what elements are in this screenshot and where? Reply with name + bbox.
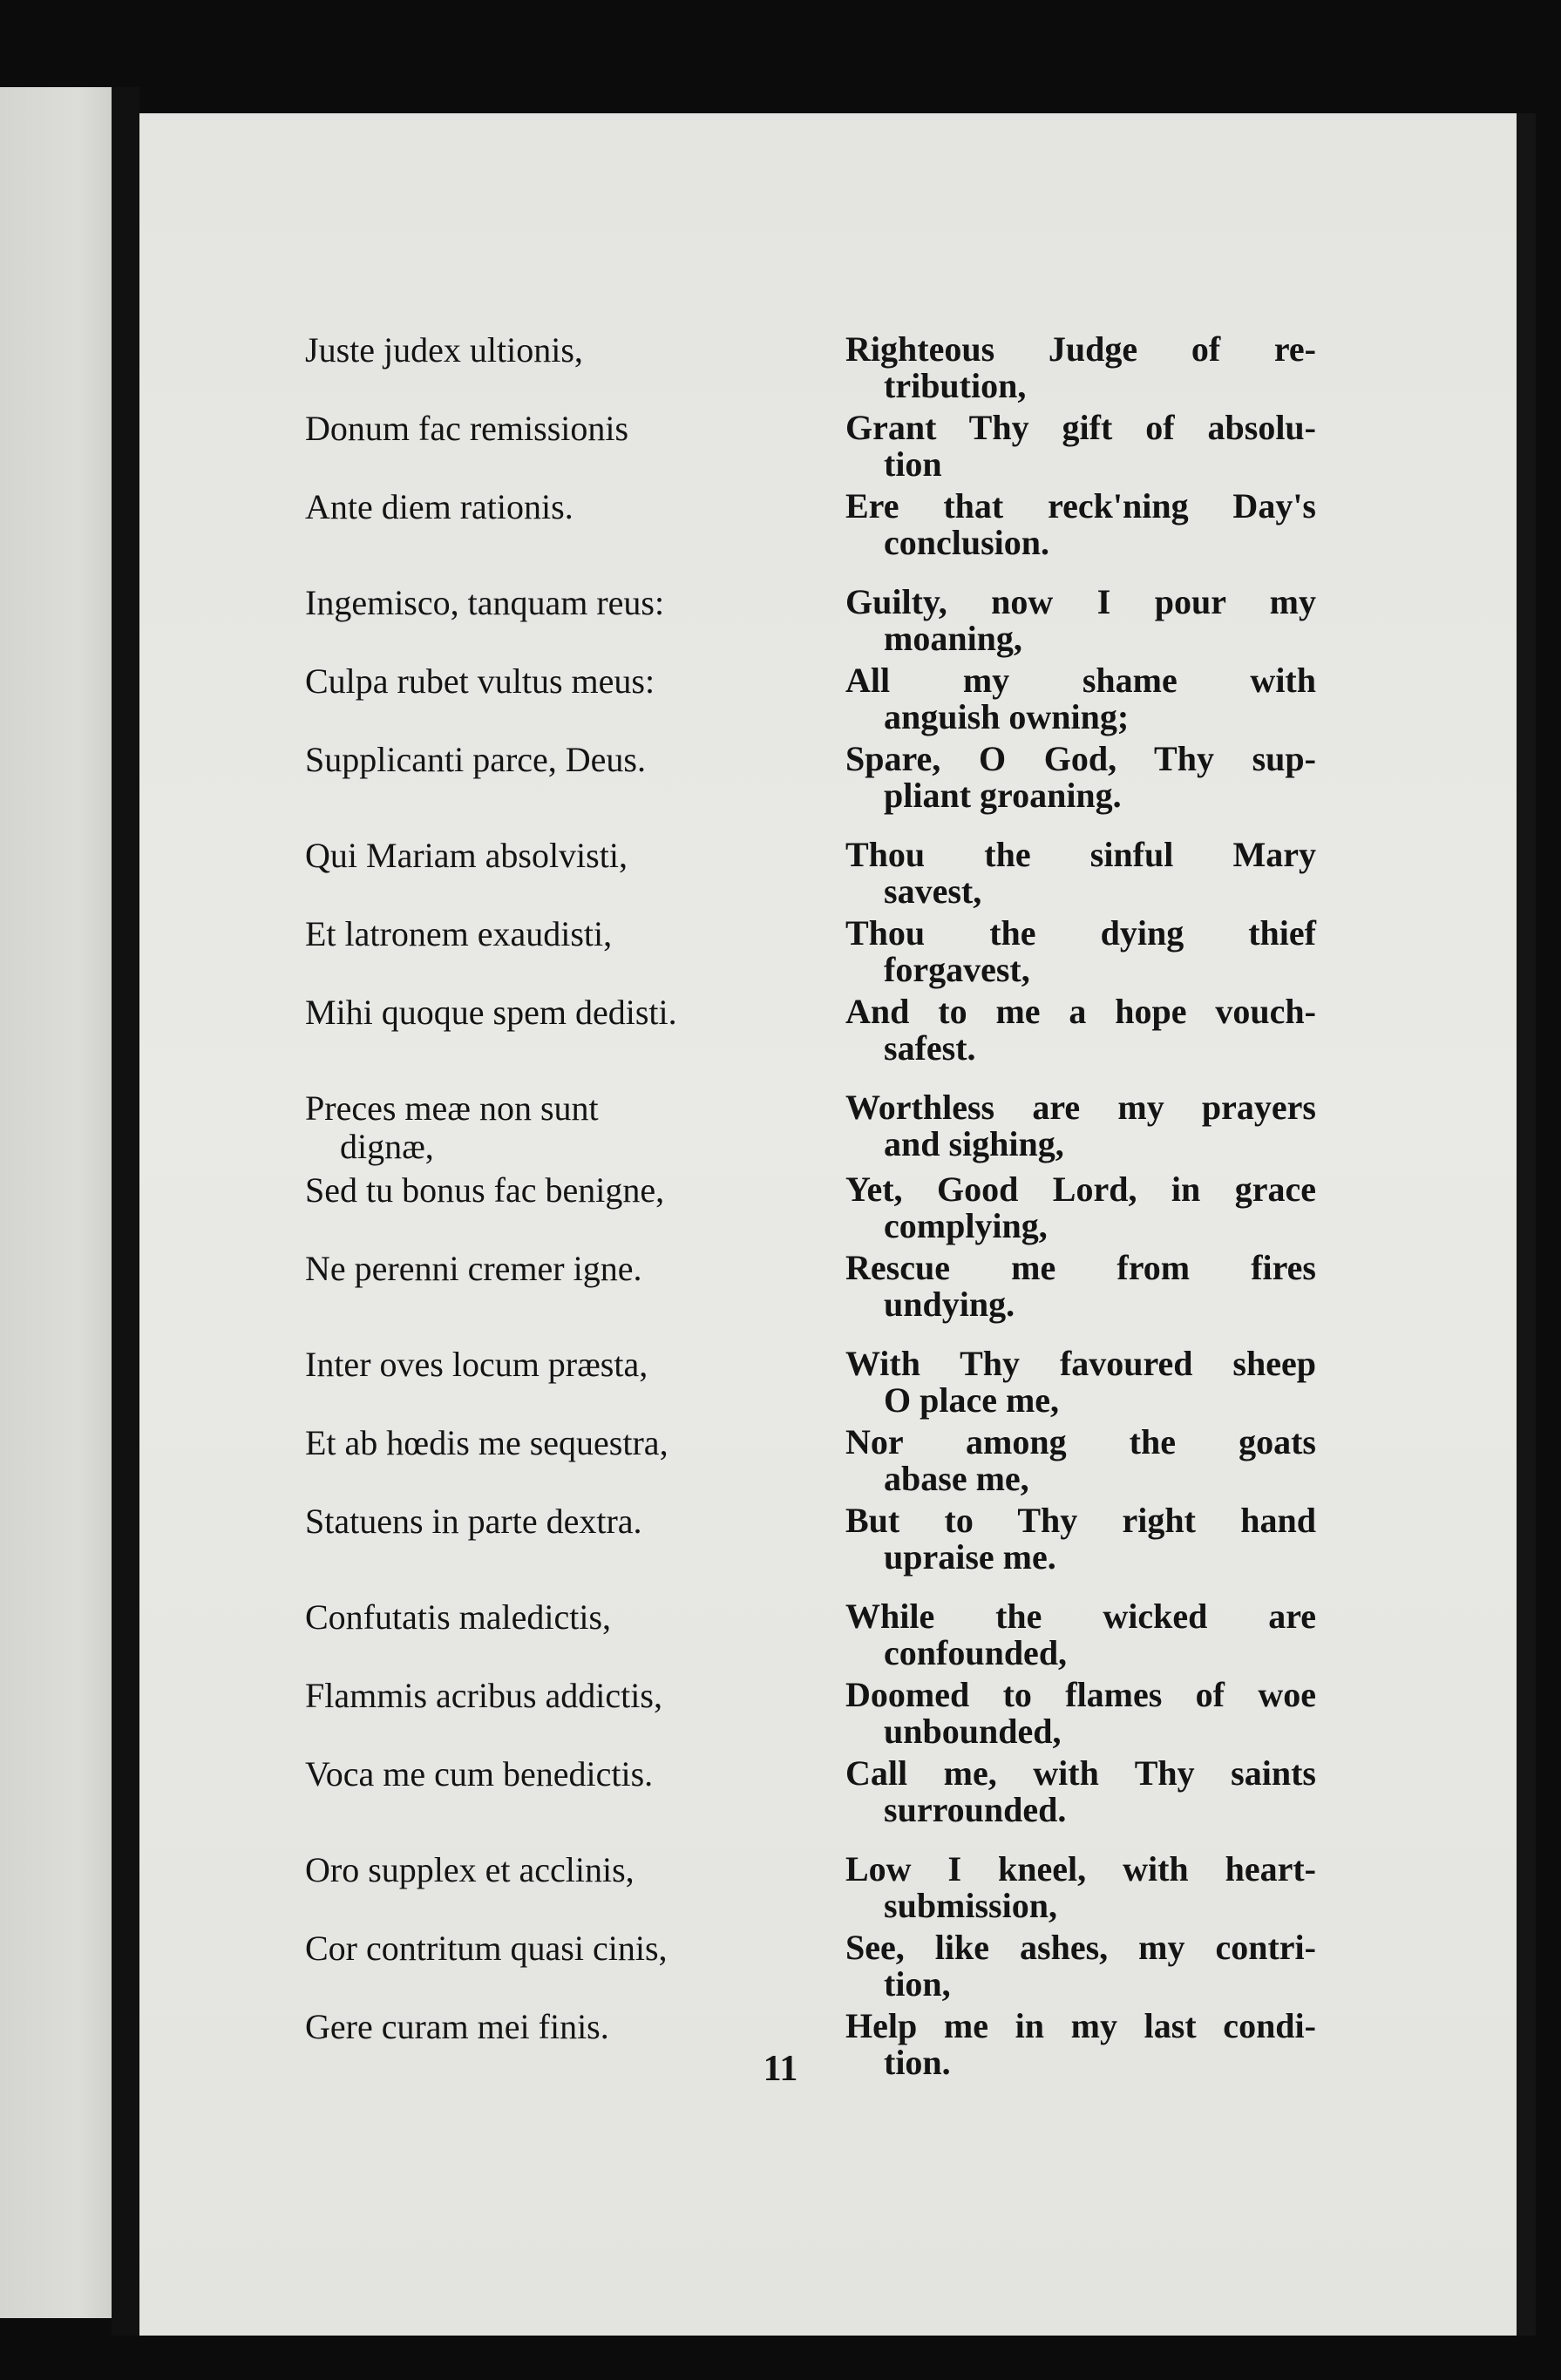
verse-line	[305, 584, 1316, 657]
verse-line	[305, 1250, 1316, 1323]
english-line-text: Grant Thy gift of absolu-	[845, 408, 1316, 447]
verse-line	[305, 1424, 1316, 1497]
stanza	[305, 331, 1316, 561]
latin-line: Statuens in parte dextra.	[305, 1502, 642, 1541]
english-line	[845, 584, 1316, 657]
english-line-continuation: submission,	[884, 1886, 1057, 1925]
verse-line	[305, 662, 1316, 736]
hymn-text	[305, 331, 1316, 2104]
english-line-continuation: safest.	[884, 1028, 976, 1068]
english-line-text: See, like ashes, my contri-	[845, 1928, 1316, 1967]
english-line-text: But to Thy right hand	[845, 1501, 1316, 1540]
verse-line	[305, 1502, 1316, 1576]
latin-line	[305, 1089, 780, 1166]
english-line-continuation: complying,	[884, 1206, 1048, 1245]
page-right-edge	[1517, 113, 1536, 2336]
latin-line: Gere curam mei finis.	[305, 2007, 609, 2046]
verse-line	[305, 741, 1316, 814]
english-line	[845, 1598, 1316, 1671]
english-line-text: Call me, with Thy saints	[845, 1753, 1316, 1793]
english-line	[845, 1250, 1316, 1323]
latin-line: Et ab hœdis me sequestra,	[305, 1423, 669, 1462]
english-line-continuation: confounded,	[884, 1633, 1068, 1672]
latin-line-text: Preces meæ non sunt	[305, 1088, 599, 1128]
stanza	[305, 1346, 1316, 1576]
latin-line: Et latronem exaudisti,	[305, 914, 613, 953]
english-line-continuation: savest,	[884, 871, 982, 911]
latin-line: Donum fac remissionis	[305, 409, 629, 448]
english-line-continuation: abase me,	[884, 1459, 1029, 1498]
english-line	[845, 1424, 1316, 1497]
latin-line: Culpa rubet vultus meus:	[305, 661, 655, 701]
english-line-text: Thou the dying thief	[845, 913, 1316, 953]
latin-line: Cor contritum quasi cinis,	[305, 1929, 668, 1968]
verse-line	[305, 1851, 1316, 1924]
verse-line	[305, 1677, 1316, 1750]
english-line-text: With Thy favoured sheep	[845, 1344, 1316, 1383]
english-line-continuation: tion	[884, 444, 942, 484]
verse-line	[305, 1598, 1316, 1671]
english-line-continuation: tribution,	[884, 366, 1027, 405]
english-line-text: Worthless are my prayers	[845, 1088, 1316, 1127]
english-line-text: Yet, Good Lord, in grace	[845, 1170, 1316, 1209]
latin-line: Qui Mariam absolvisti,	[305, 836, 628, 875]
stanza	[305, 1598, 1316, 1828]
latin-line: Inter oves locum præsta,	[305, 1345, 648, 1384]
english-line	[845, 1171, 1316, 1244]
english-line-text: Help me in my last condi-	[845, 2006, 1316, 2045]
stanza	[305, 1851, 1316, 2081]
english-line	[845, 488, 1316, 561]
latin-line: Ante diem rationis.	[305, 487, 573, 526]
english-line-text: Guilty, now I pour my	[845, 582, 1316, 621]
english-line-continuation: unbounded,	[884, 1712, 1062, 1751]
english-line-text: Ere that reck'ning Day's	[845, 486, 1316, 525]
book-spine	[112, 87, 139, 2336]
verse-line	[305, 993, 1316, 1067]
verse-line	[305, 1929, 1316, 2003]
english-line-continuation: conclusion.	[884, 523, 1050, 562]
verse-line	[305, 488, 1316, 561]
english-line-continuation: anguish owning;	[884, 697, 1130, 736]
english-line-continuation: moaning,	[884, 619, 1022, 658]
english-line-text: Rescue me from fires	[845, 1248, 1316, 1287]
stanza	[305, 1089, 1316, 1323]
verse-line	[305, 837, 1316, 910]
english-line-continuation: O place me,	[884, 1380, 1060, 1420]
verse-line	[305, 331, 1316, 404]
english-line	[845, 915, 1316, 988]
latin-line: Sed tu bonus fac benigne,	[305, 1170, 665, 1210]
verse-line	[305, 915, 1316, 988]
latin-line: Supplicanti parce, Deus.	[305, 740, 646, 779]
english-line	[845, 410, 1316, 483]
verse-line	[305, 1089, 1316, 1166]
english-line-text: Thou the sinful Mary	[845, 835, 1316, 874]
english-line-continuation: tion.	[884, 2043, 951, 2082]
english-line	[845, 1851, 1316, 1924]
stanza	[305, 837, 1316, 1067]
latin-line: Voca me cum benedictis.	[305, 1754, 654, 1793]
latin-line-continuation: dignæ,	[340, 1127, 434, 1166]
english-line-text: Righteous Judge of re-	[845, 329, 1316, 369]
english-line-text: And to me a hope vouch-	[845, 992, 1316, 1031]
english-line	[845, 993, 1316, 1067]
verse-line	[305, 410, 1316, 483]
english-line-text: While the wicked are	[845, 1597, 1316, 1636]
english-line	[845, 741, 1316, 814]
english-line-continuation: forgavest,	[884, 950, 1030, 989]
verse-line	[305, 1346, 1316, 1419]
verse-line	[305, 1755, 1316, 1828]
latin-line: Ne perenni cremer igne.	[305, 1249, 642, 1288]
english-line-text: All my shame with	[845, 661, 1316, 700]
page-number: 11	[763, 2049, 798, 2089]
latin-line: Oro supplex et acclinis,	[305, 1850, 635, 1889]
english-line	[845, 331, 1316, 404]
english-line-text: Doomed to flames of woe	[845, 1675, 1316, 1714]
english-line-continuation: and sighing,	[884, 1124, 1064, 1163]
english-line-continuation: pliant groaning.	[884, 776, 1122, 815]
english-line-continuation: surrounded.	[884, 1790, 1067, 1829]
latin-line: Juste judex ultionis,	[305, 330, 583, 370]
english-line-text: Low I kneel, with heart-	[845, 1849, 1316, 1888]
english-line	[845, 1755, 1316, 1828]
stanza	[305, 584, 1316, 814]
english-line-continuation: undying.	[884, 1285, 1015, 1324]
english-line-continuation: tion,	[884, 1964, 951, 2004]
verse-line	[305, 1171, 1316, 1244]
english-line	[845, 1502, 1316, 1576]
latin-line: Mihi quoque spem dedisti.	[305, 993, 677, 1032]
english-line-text: Nor among the goats	[845, 1422, 1316, 1461]
english-line	[845, 1346, 1316, 1419]
english-line-continuation: upraise me.	[884, 1537, 1056, 1576]
english-line	[845, 1929, 1316, 2003]
latin-line: Ingemisco, tanquam reus:	[305, 583, 665, 622]
english-line	[845, 1677, 1316, 1750]
latin-line: Confutatis maledictis,	[305, 1597, 612, 1637]
english-line	[845, 662, 1316, 736]
english-line	[845, 1089, 1316, 1163]
english-line	[845, 837, 1316, 910]
latin-line: Flammis acribus addictis,	[305, 1676, 662, 1715]
english-line-text: Spare, O God, Thy sup-	[845, 739, 1316, 778]
